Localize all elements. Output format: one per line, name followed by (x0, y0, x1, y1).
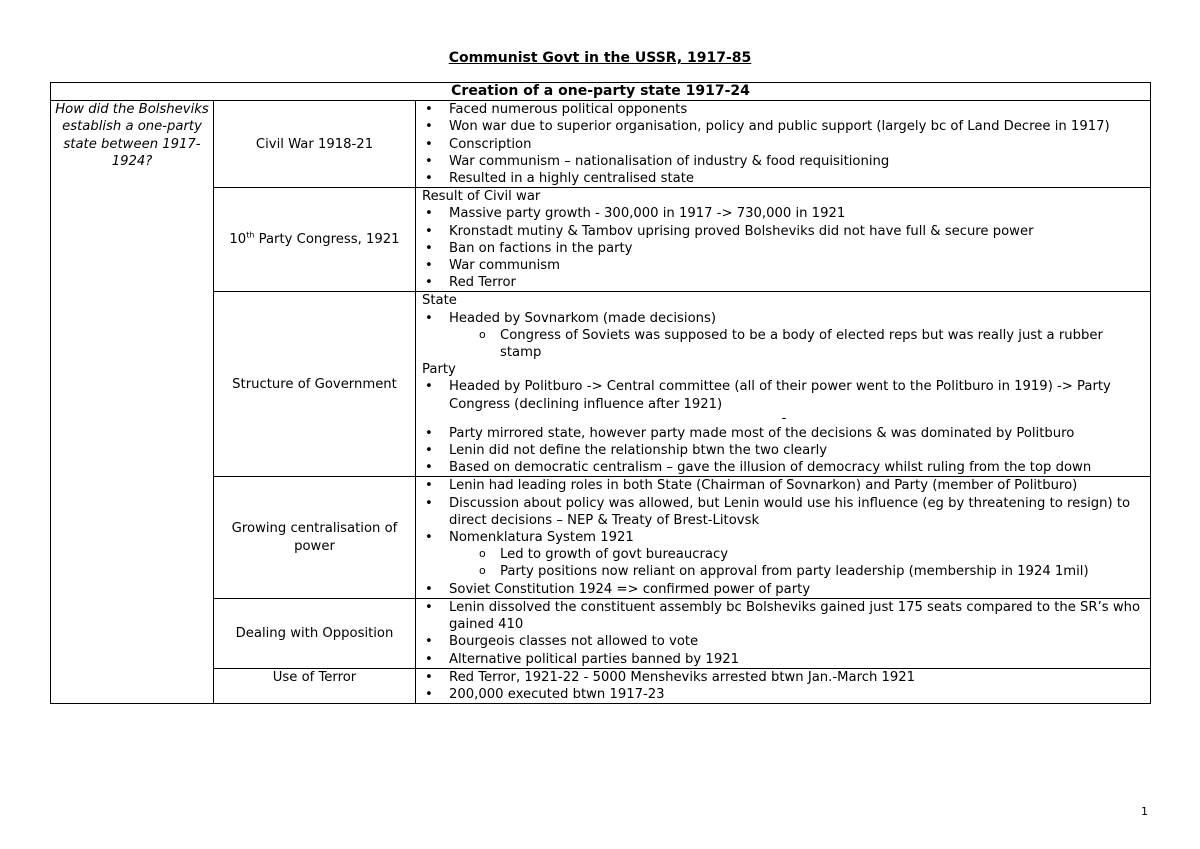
sub-bullet-item: o Party positions now reliant on approval from party leadership (membership in 1924 1mil) (422, 563, 1146, 580)
bullet-item: • Lenin had leading roles in both State (Chairman of Sovnarkon) and Party (member of Politburo) (422, 477, 1146, 494)
bullet-item: • Lenin did not define the relationship btwn the two clearly (422, 442, 1146, 459)
row-content (416, 188, 1151, 292)
bullet-list (422, 669, 1146, 703)
row-content (416, 101, 1151, 188)
topic-text: Party Congress, 1921 (254, 232, 400, 248)
table-row (51, 598, 1151, 668)
row-content (416, 668, 1151, 703)
content-table (50, 82, 1151, 704)
table-row (51, 477, 1151, 598)
topic-ordinal-suffix: th (246, 230, 255, 240)
bullet-item: • Discussion about policy was allowed, but Lenin would use his influence (eg by threatening to resign) to direct decisions – NEP & Treaty of Brest-Litovsk (422, 495, 1146, 529)
bullet-item: • Red Terror, 1921-22 - 5000 Mensheviks arrested btwn Jan.-March 1921 (422, 669, 1146, 686)
bullet-list (422, 101, 1146, 187)
guiding-question: How did the Bolsheviks establish a one-party state between 1917-1924? (51, 101, 214, 704)
bullet-list (422, 477, 1146, 597)
table-header-row (51, 83, 1151, 101)
row-content (416, 292, 1151, 477)
row-topic: Civil War 1918-21 (214, 101, 416, 188)
bullet-item: • Lenin dissolved the constituent assembly bc Bolsheviks gained just 175 seats compared to the SR’s who gained 410 (422, 599, 1146, 633)
bullet-item: • Soviet Constitution 1924 => confirmed power of party (422, 581, 1146, 598)
bullet-item: • War communism (422, 257, 1146, 274)
bullet-item: • Ban on factions in the party (422, 240, 1146, 257)
table-header: Creation of a one-party state 1917-24 (51, 83, 1151, 101)
bullet-item: • Massive party growth - 300,000 in 1917 -> 730,000 in 1921 (422, 205, 1146, 222)
topic-number: 10 (229, 232, 247, 248)
bullet-list (422, 310, 1146, 362)
document-title: Communist Govt in the USSR, 1917-85 (448, 50, 752, 66)
row-topic (214, 188, 416, 292)
bullet-item: • Red Terror (422, 274, 1146, 291)
bullet-item: • Headed by Sovnarkom (made decisions) (422, 310, 1146, 327)
bullet-item: • Headed by Politburo -> Central committee (all of their power went to the Politburo in 1919) -> Party Congress (declining influence after 1921) (422, 378, 1146, 412)
row-topic: Structure of Government (214, 292, 416, 477)
table-row (51, 668, 1151, 703)
bullet-item: • Bourgeois classes not allowed to vote (422, 633, 1146, 650)
bullet-item: • Party mirrored state, however party made most of the decisions & was dominated by Politburo (422, 425, 1146, 442)
bullet-item: • Kronstadt mutiny & Tambov uprising proved Bolsheviks did not have full & secure power (422, 223, 1146, 240)
sub-bullet-item: o Led to growth of govt bureaucracy (422, 546, 1146, 563)
row-topic: Use of Terror (214, 668, 416, 703)
table-row (51, 292, 1151, 477)
bullet-item: • Won war due to superior organisation, policy and public support (largely bc of Land Decree in 1917) (422, 118, 1146, 135)
content-intro: Result of Civil war (422, 189, 541, 205)
separator-dash: - (781, 410, 787, 426)
bullet-list (422, 599, 1146, 668)
bullet-item: • Faced numerous political opponents (422, 101, 1146, 118)
row-content (416, 477, 1151, 598)
section-heading-party: Party (422, 362, 456, 378)
bullet-list (422, 425, 1146, 477)
bullet-item: • Resulted in a highly centralised state (422, 170, 1146, 187)
table-row (51, 101, 1151, 188)
bullet-item: • 200,000 executed btwn 1917-23 (422, 686, 1146, 703)
row-topic: Growing centralisation of power (214, 477, 416, 598)
bullet-item: • War communism – nationalisation of industry & food requisitioning (422, 153, 1146, 170)
section-heading-state: State (422, 293, 457, 309)
table-row (51, 188, 1151, 292)
bullet-item: • Based on democratic centralism – gave the illusion of democracy whilst ruling from the top down (422, 459, 1146, 476)
sub-bullet-item: o Congress of Soviets was supposed to be a body of elected reps but was really just a rubber stamp (422, 327, 1146, 361)
bullet-item: • Conscription (422, 136, 1146, 153)
bullet-item: • Nomenklatura System 1921 (422, 529, 1146, 546)
row-content (416, 598, 1151, 668)
bullet-item: • Alternative political parties banned by 1921 (422, 651, 1146, 668)
row-topic: Dealing with Opposition (214, 598, 416, 668)
bullet-list (422, 205, 1146, 291)
bullet-list (422, 378, 1146, 412)
page-number: 1 (1141, 805, 1148, 818)
